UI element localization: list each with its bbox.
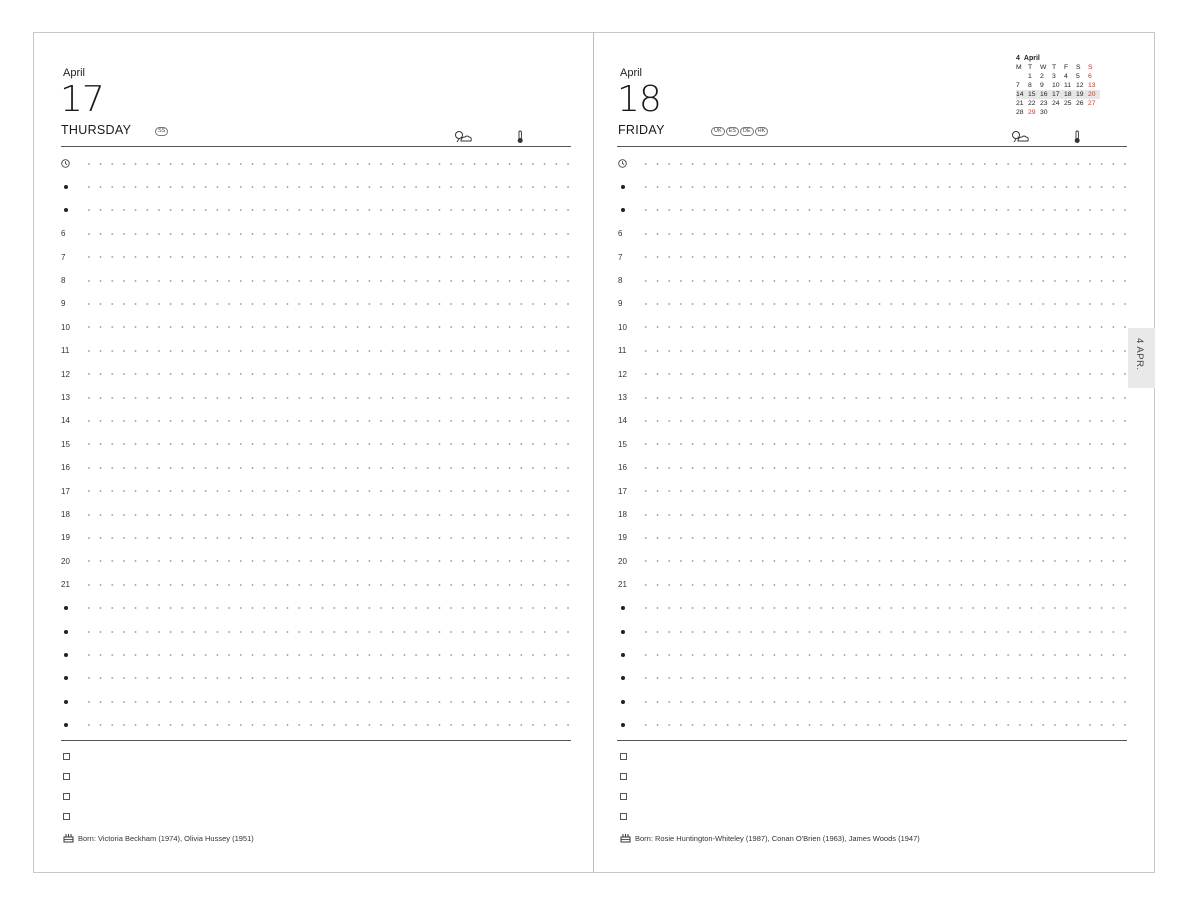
holiday-badges <box>155 127 168 136</box>
dotted-guide <box>640 326 1127 328</box>
born-text: Born: Rosie Huntington-Whiteley (1987), Conan O'Brien (1963), James Woods (1947) <box>635 833 920 843</box>
schedule-row[interactable] <box>61 597 571 620</box>
row-bullet <box>621 606 625 610</box>
schedule-row[interactable] <box>618 597 1127 620</box>
dotted-guide <box>640 350 1127 352</box>
schedule-row[interactable] <box>618 386 1127 409</box>
mini-calendar-day: 12 <box>1076 82 1084 89</box>
schedule-row[interactable] <box>618 456 1127 479</box>
dotted-guide <box>83 256 571 258</box>
hour-label: 6 <box>618 229 623 239</box>
schedule-row[interactable] <box>61 690 571 713</box>
mini-calendar-day: 2 <box>1040 73 1044 80</box>
schedule-row[interactable] <box>618 526 1127 549</box>
row-bullet <box>64 700 68 704</box>
dotted-guide <box>83 186 571 188</box>
dotted-guide <box>83 233 571 235</box>
mini-calendar-day: 30 <box>1040 109 1048 116</box>
dotted-guide <box>640 233 1127 235</box>
schedule-row[interactable] <box>61 620 571 643</box>
born-line <box>620 833 920 843</box>
hour-label: 21 <box>618 580 627 590</box>
schedule-row[interactable] <box>618 269 1127 292</box>
mini-calendar-day: 22 <box>1028 100 1036 107</box>
dotted-guide <box>640 631 1127 633</box>
mini-calendar-weekday: M <box>1016 64 1022 71</box>
mini-calendar-day <box>1088 108 1100 117</box>
mini-calendar-day: 18 <box>1064 90 1076 99</box>
schedule-row[interactable] <box>61 269 571 292</box>
schedule-row[interactable] <box>618 503 1127 526</box>
schedule-row[interactable] <box>61 714 571 737</box>
hour-label: 19 <box>618 533 627 543</box>
task-checkbox-row[interactable] <box>63 793 70 800</box>
hour-label: 15 <box>61 439 70 449</box>
dotted-guide <box>83 467 571 469</box>
mini-calendar-day: 1 <box>1028 73 1032 80</box>
hour-label: 11 <box>61 346 70 356</box>
hour-label: 18 <box>618 510 627 519</box>
schedule-row[interactable] <box>618 316 1127 339</box>
wake-clock-icon <box>61 159 70 168</box>
mini-calendar-header <box>1016 54 1100 63</box>
footer-rule <box>61 740 571 741</box>
hour-label: 13 <box>618 393 627 402</box>
mini-calendar-week <box>1016 90 1100 99</box>
row-bullet <box>621 185 625 189</box>
dotted-guide <box>640 560 1127 562</box>
dotted-guide <box>640 163 1127 165</box>
dotted-guide <box>640 397 1127 399</box>
mini-calendar-day: 19 <box>1076 90 1088 99</box>
hour-label: 7 <box>61 252 66 262</box>
dotted-guide <box>83 654 571 656</box>
schedule-row[interactable] <box>618 409 1127 432</box>
task-checkbox-row[interactable] <box>63 753 70 760</box>
mini-calendar-day: 27 <box>1088 100 1096 107</box>
mini-calendar-day: 15 <box>1028 90 1040 99</box>
mini-calendar-day: 10 <box>1052 82 1060 89</box>
dotted-guide <box>83 373 571 375</box>
task-checkbox[interactable] <box>620 813 627 820</box>
dotted-guide <box>640 467 1127 469</box>
dotted-guide <box>83 537 571 539</box>
birthday-cake-icon <box>620 833 631 843</box>
task-checkbox[interactable] <box>63 753 70 760</box>
mini-calendar-day: 8 <box>1028 82 1032 89</box>
row-bullet <box>621 630 625 634</box>
weekday-label: THURSDAY <box>61 123 132 137</box>
schedule-row[interactable] <box>61 152 571 175</box>
task-checkbox-row[interactable] <box>63 773 70 780</box>
task-checkbox-row[interactable] <box>63 813 70 820</box>
dotted-guide <box>83 701 571 703</box>
task-checkbox[interactable] <box>620 793 627 800</box>
hour-label: 11 <box>618 346 627 356</box>
thermometer-icon <box>1073 130 1081 144</box>
thermometer-icon <box>516 130 524 144</box>
schedule-row[interactable] <box>618 246 1127 269</box>
dotted-guide <box>640 443 1127 445</box>
mini-calendar-weekday: F <box>1064 64 1069 71</box>
mini-calendar-weekday: S <box>1088 64 1093 71</box>
schedule-row[interactable] <box>61 480 571 503</box>
dotted-guide <box>83 280 571 282</box>
hour-label: 8 <box>61 276 66 285</box>
header-rule <box>61 146 571 147</box>
hour-label: 16 <box>61 463 70 473</box>
hour-label: 14 <box>618 416 627 426</box>
dotted-guide <box>640 186 1127 188</box>
dotted-guide <box>640 490 1127 492</box>
schedule-row[interactable] <box>618 222 1127 245</box>
schedule-row[interactable] <box>61 433 571 456</box>
schedule-row[interactable] <box>618 292 1127 315</box>
dotted-guide <box>640 677 1127 679</box>
dotted-guide <box>640 256 1127 258</box>
schedule-row[interactable] <box>61 246 571 269</box>
mini-calendar-day: 26 <box>1076 100 1084 107</box>
row-bullet <box>621 676 625 680</box>
hour-label: 17 <box>618 486 627 496</box>
mini-calendar-month-number: 4 <box>1016 55 1020 62</box>
mini-calendar-day: 6 <box>1088 73 1092 80</box>
schedule-row[interactable] <box>61 386 571 409</box>
schedule-row[interactable] <box>61 175 571 198</box>
mini-calendar <box>1016 54 1100 117</box>
mini-calendar-day: 13 <box>1088 82 1096 89</box>
dotted-guide <box>83 326 571 328</box>
dotted-guide <box>640 514 1127 516</box>
mini-calendar-day: 4 <box>1064 73 1068 80</box>
row-bullet <box>64 723 68 727</box>
schedule-row[interactable] <box>61 526 571 549</box>
mini-calendar-month-name: April <box>1023 55 1040 62</box>
task-checkbox[interactable] <box>620 773 627 780</box>
schedule-row[interactable] <box>618 550 1127 573</box>
dotted-guide <box>83 163 571 165</box>
schedule-row[interactable] <box>61 503 571 526</box>
mini-calendar-weekday: S <box>1076 64 1081 71</box>
birthday-cake-icon <box>63 833 74 843</box>
task-checkbox[interactable] <box>63 793 70 800</box>
dotted-guide <box>640 420 1127 422</box>
mini-calendar-day: 14 <box>1016 90 1028 99</box>
schedule-row[interactable] <box>618 667 1127 690</box>
schedule-row[interactable] <box>61 292 571 315</box>
row-bullet <box>64 606 68 610</box>
dotted-guide <box>640 701 1127 703</box>
dotted-guide <box>83 724 571 726</box>
dotted-guide <box>640 373 1127 375</box>
dotted-guide <box>83 209 571 211</box>
dotted-guide <box>83 303 571 305</box>
mini-calendar-day: 21 <box>1016 100 1024 107</box>
day-number: 18 <box>617 79 661 120</box>
dotted-guide <box>640 584 1127 586</box>
schedule-row[interactable] <box>618 690 1127 713</box>
mini-calendar-day: 9 <box>1040 82 1044 89</box>
hour-label: 13 <box>61 393 70 402</box>
holiday-badge: SS <box>155 127 168 136</box>
mini-calendar-day <box>1052 108 1064 117</box>
weather-sun-cloud-icon <box>1010 130 1030 143</box>
task-checkbox-row[interactable] <box>620 813 627 820</box>
schedule-row[interactable] <box>618 433 1127 456</box>
schedule-row[interactable] <box>61 667 571 690</box>
month-index-tab-label: 4 APR. <box>1134 338 1145 371</box>
mini-calendar-day: 25 <box>1064 100 1072 107</box>
hour-label: 10 <box>61 322 70 332</box>
hour-label: 12 <box>61 369 70 379</box>
dotted-guide <box>83 397 571 399</box>
mini-calendar-day: 24 <box>1052 100 1060 107</box>
month-label: April <box>63 67 86 79</box>
mini-calendar-day <box>1064 108 1076 117</box>
mini-calendar-day: 3 <box>1052 73 1056 80</box>
spine-gutter <box>593 32 594 873</box>
row-bullet <box>64 630 68 634</box>
dotted-guide <box>83 631 571 633</box>
dotted-guide <box>83 584 571 586</box>
schedule-row[interactable] <box>618 199 1127 222</box>
mini-calendar-week <box>1016 99 1100 108</box>
mini-calendar-weekday: T <box>1028 64 1033 71</box>
mini-calendar-day: 23 <box>1040 100 1048 107</box>
schedule-row[interactable] <box>618 643 1127 666</box>
mini-calendar-day: 28 <box>1016 109 1024 116</box>
task-checkbox[interactable] <box>620 753 627 760</box>
schedule-row[interactable] <box>618 573 1127 596</box>
schedule-row[interactable] <box>618 363 1127 386</box>
born-text: Born: Victoria Beckham (1974), Olivia Hussey (1951) <box>78 833 254 843</box>
header-rule <box>617 146 1127 147</box>
row-bullet <box>64 208 68 212</box>
weather-sun-cloud-icon <box>453 130 473 143</box>
schedule-row[interactable] <box>618 480 1127 503</box>
month-index-tab[interactable] <box>1128 328 1155 388</box>
schedule-row[interactable] <box>61 456 571 479</box>
schedule-row[interactable] <box>61 643 571 666</box>
holiday-badges <box>711 127 768 136</box>
hour-label: 10 <box>618 322 627 332</box>
row-bullet <box>621 723 625 727</box>
row-bullet <box>64 676 68 680</box>
hour-label: 20 <box>618 556 627 566</box>
mini-calendar-week <box>1016 81 1100 90</box>
month-label: April <box>620 67 643 79</box>
mini-calendar-grid <box>1016 63 1100 117</box>
dotted-guide <box>83 443 571 445</box>
schedule-row[interactable] <box>61 316 571 339</box>
hour-label: 16 <box>618 463 627 473</box>
holiday-badge: ES <box>726 127 739 136</box>
day-number: 17 <box>60 79 104 120</box>
mini-calendar-week <box>1016 108 1100 117</box>
mini-calendar-day <box>1076 108 1088 117</box>
schedule-row[interactable] <box>618 620 1127 643</box>
schedule-row[interactable] <box>61 222 571 245</box>
row-bullet <box>621 653 625 657</box>
dotted-guide <box>640 280 1127 282</box>
mini-calendar-week <box>1016 72 1100 81</box>
wake-clock-icon <box>618 159 627 168</box>
schedule-row[interactable] <box>618 152 1127 175</box>
holiday-badge: DE <box>740 127 754 136</box>
mini-calendar-day: 17 <box>1052 90 1064 99</box>
dotted-guide <box>83 420 571 422</box>
mini-calendar-weekday: T <box>1052 64 1057 71</box>
holiday-badge: UK <box>711 127 725 136</box>
dotted-guide <box>640 537 1127 539</box>
mini-calendar-weekday: W <box>1040 64 1047 71</box>
mini-calendar-day: 20 <box>1088 90 1100 99</box>
dotted-guide <box>83 490 571 492</box>
mini-calendar-day <box>1016 72 1028 81</box>
weekday-label: FRIDAY <box>618 123 665 137</box>
schedule-row[interactable] <box>61 550 571 573</box>
schedule-row[interactable] <box>618 714 1127 737</box>
hour-label: 20 <box>61 556 70 566</box>
dotted-guide <box>83 514 571 516</box>
dotted-guide <box>83 677 571 679</box>
schedule-row[interactable] <box>61 363 571 386</box>
hour-label: 15 <box>618 439 627 449</box>
born-line <box>63 833 254 843</box>
hour-label: 8 <box>618 276 623 285</box>
dotted-guide <box>640 654 1127 656</box>
schedule-row[interactable] <box>61 573 571 596</box>
dotted-guide <box>640 607 1127 609</box>
row-bullet <box>64 653 68 657</box>
row-bullet <box>64 185 68 189</box>
dotted-guide <box>640 303 1127 305</box>
schedule-row[interactable] <box>61 339 571 362</box>
mini-calendar-day: 11 <box>1064 82 1072 89</box>
hour-label: 12 <box>618 369 627 379</box>
hour-label: 19 <box>61 533 70 543</box>
task-checkbox-row[interactable] <box>620 773 627 780</box>
holiday-badge: HK <box>755 127 769 136</box>
mini-calendar-day: 16 <box>1040 90 1052 99</box>
hour-label: 18 <box>61 510 70 519</box>
hour-label: 9 <box>61 299 66 309</box>
hour-label: 14 <box>61 416 70 426</box>
row-bullet <box>621 700 625 704</box>
task-checkbox-row[interactable] <box>620 793 627 800</box>
schedule-row[interactable] <box>618 175 1127 198</box>
mini-calendar-day: 7 <box>1016 82 1020 89</box>
dotted-guide <box>640 209 1127 211</box>
hour-label: 9 <box>618 299 623 309</box>
mini-calendar-day: 5 <box>1076 73 1080 80</box>
hour-label: 21 <box>61 580 70 590</box>
task-checkbox-row[interactable] <box>620 753 627 760</box>
footer-rule <box>617 740 1127 741</box>
schedule-row[interactable] <box>618 339 1127 362</box>
hour-label: 6 <box>61 229 66 239</box>
mini-calendar-weekday-row <box>1016 63 1100 72</box>
schedule-row[interactable] <box>61 409 571 432</box>
mini-calendar-day: 29 <box>1028 109 1036 116</box>
dotted-guide <box>83 607 571 609</box>
dotted-guide <box>83 350 571 352</box>
schedule-row[interactable] <box>61 199 571 222</box>
hour-label: 17 <box>61 486 70 496</box>
dotted-guide <box>83 560 571 562</box>
hour-label: 7 <box>618 252 623 262</box>
task-checkbox[interactable] <box>63 773 70 780</box>
task-checkbox[interactable] <box>63 813 70 820</box>
dotted-guide <box>640 724 1127 726</box>
row-bullet <box>621 208 625 212</box>
